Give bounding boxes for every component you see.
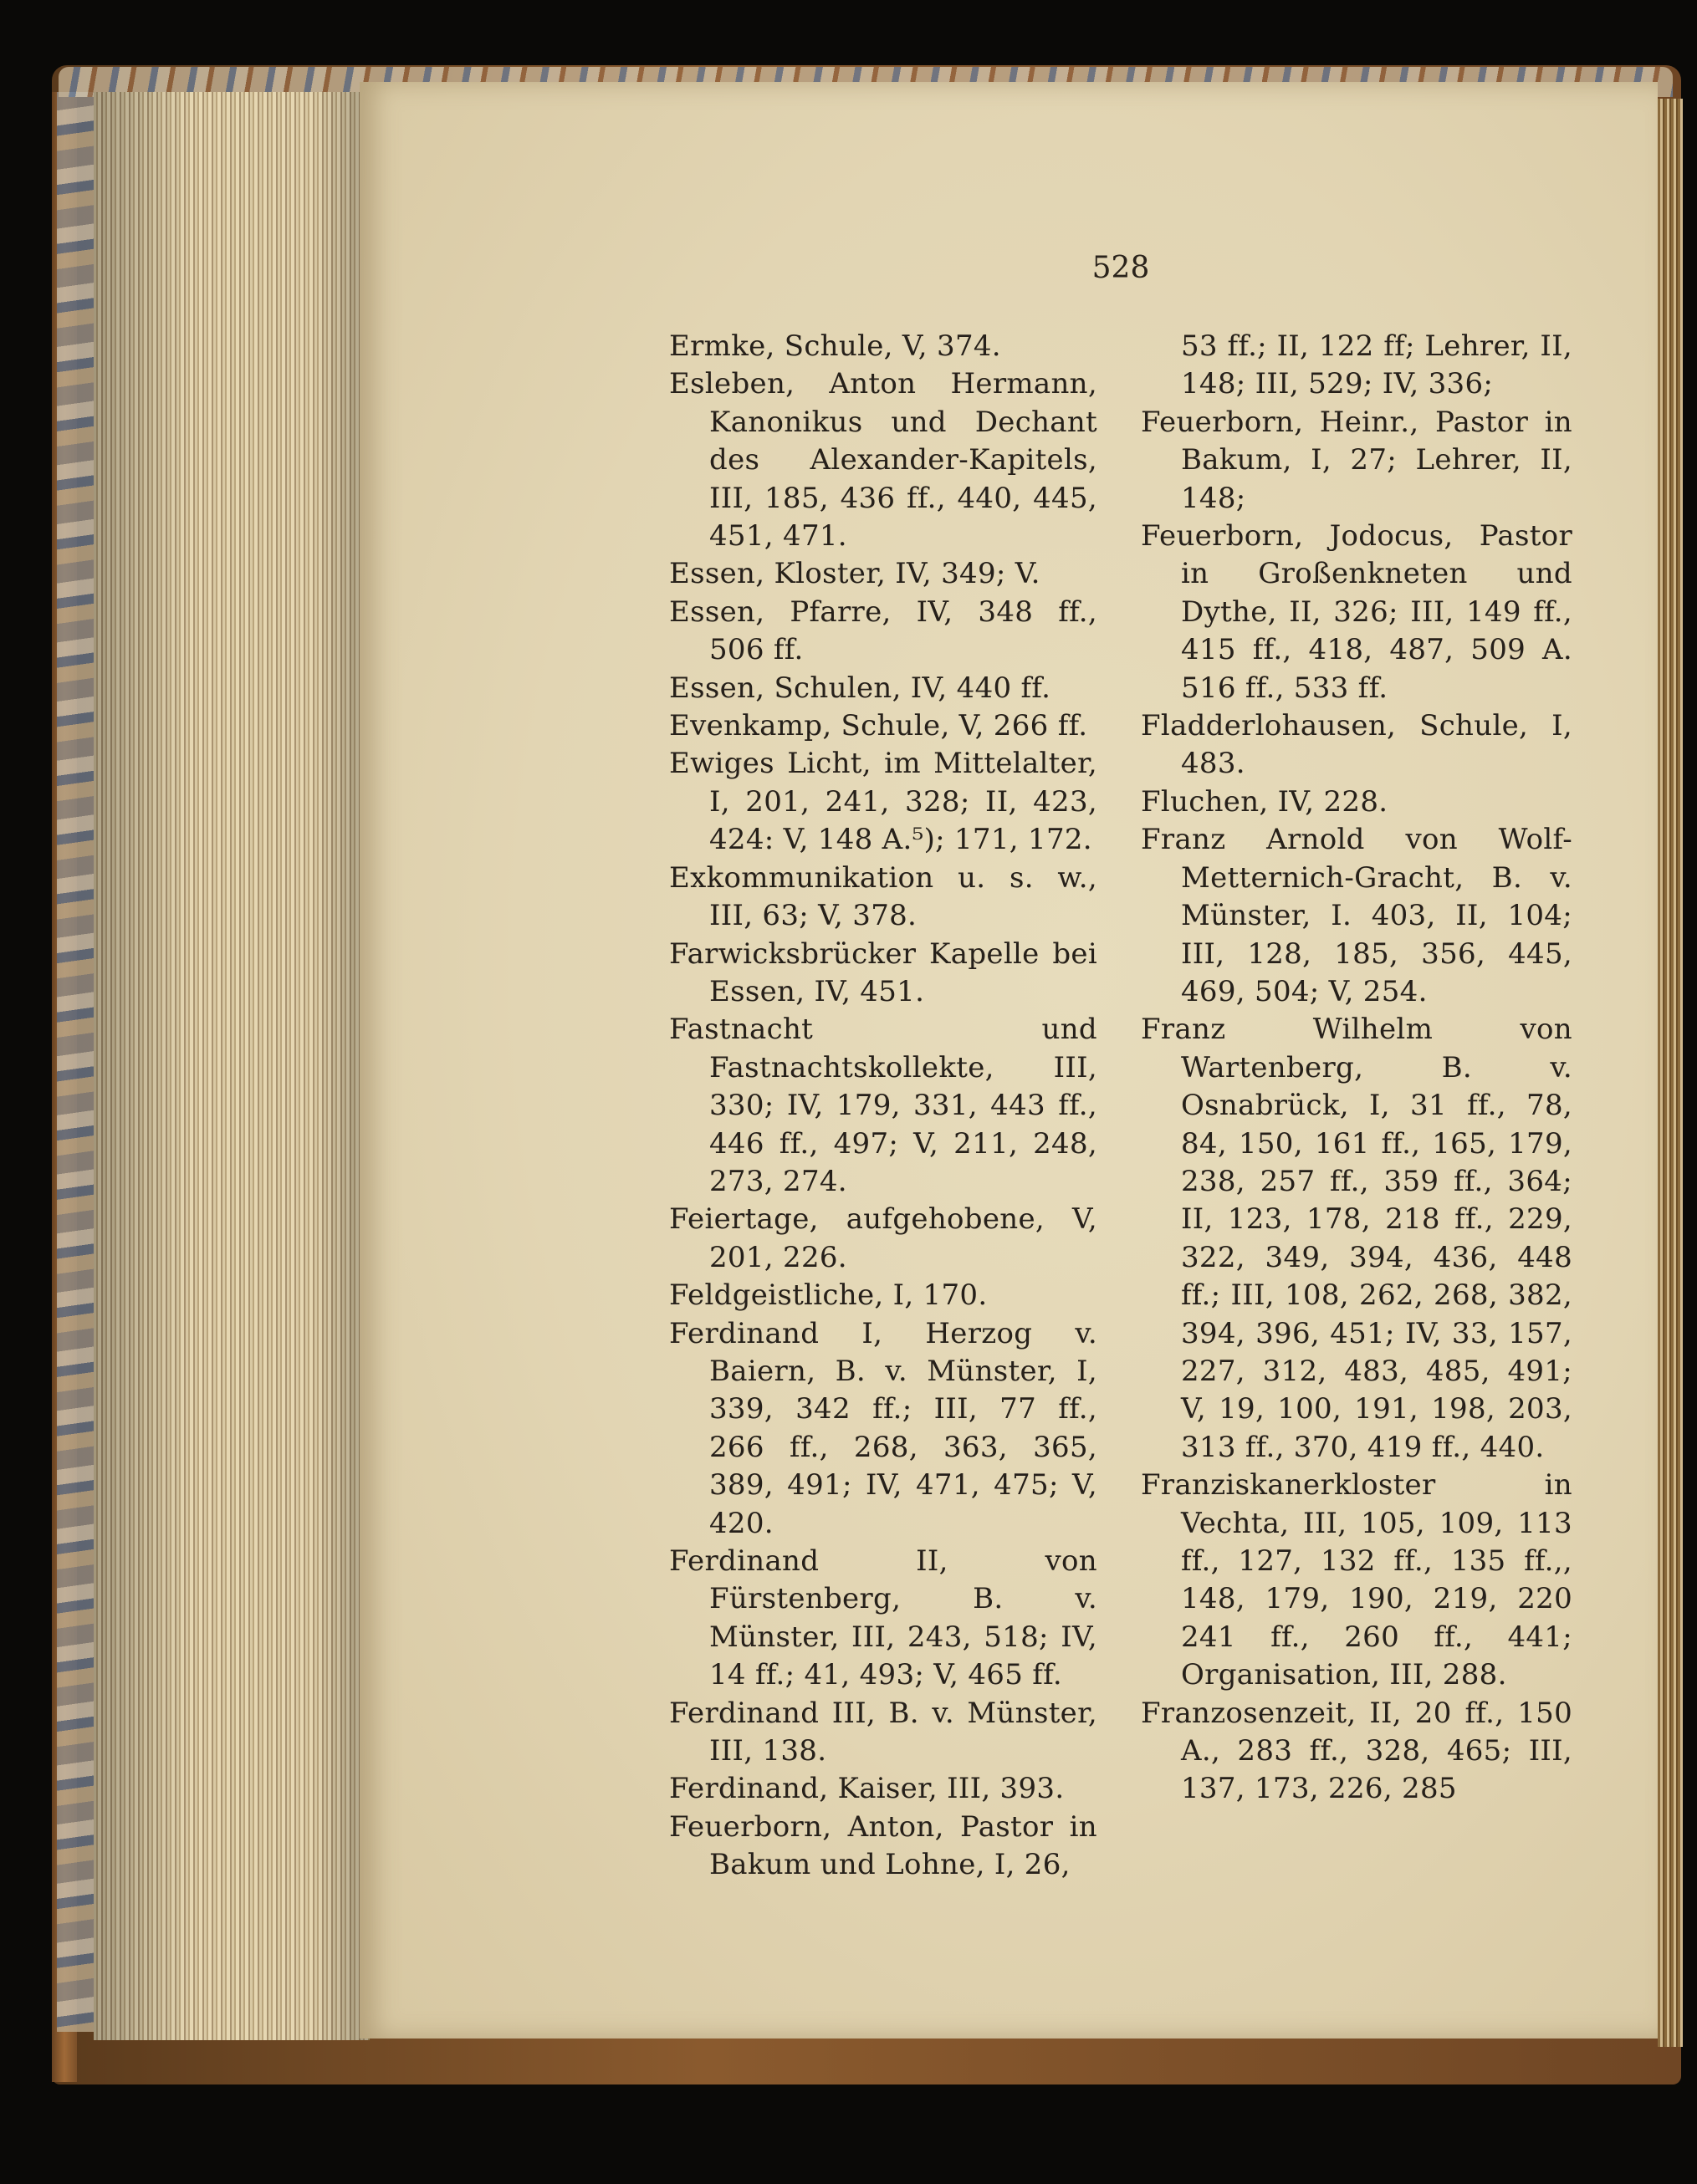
index-entry: Fladderlohausen, Schule, I, 483. <box>1141 709 1572 781</box>
index-entry: Feuerborn, Heinr., Pastor in Bakum, I, 27; Lehrer, II, 148; <box>1141 405 1572 515</box>
index-entry: Fluchen, IV, 228. <box>1141 784 1388 819</box>
page-edges-shadow <box>94 92 368 2040</box>
index-entry: Ferdinand I, Herzog v. Baiern, B. v. Münster, I, 339, 342 ff.; III, 77 ff., 266 ff., 268, 363, 365, 389, 491; IV, 471, 475; V, 420. <box>669 1316 1097 1540</box>
index-entry: Exkommunikation u. s. w., III, 63; V, 378. <box>669 860 1097 933</box>
index-entry: Franziskanerkloster in Vechta, III, 105, 109, 113 ff., 127, 132 ff., 135 ff.,, 148, 179, 190, 219, 220 241 ff., 260 ff., 441; Organisation, III, 288. <box>1141 1468 1572 1692</box>
index-entry: Franz Wilhelm von Wartenberg, B. v. Osnabrück, I, 31 ff., 78, 84, 150, 161 ff., 165, 179, 238, 257 ff., 359 ff., 364; II, 123, 178, 218 ff., 229, 322, 349, 394, 436, 448 ff.; III, 108, 262, 268, 382, 394, 396, 451; IV, 33, 157, 227, 312, 483, 485, 491; V, 19, 100, 191, 198, 203, 313 ff., 370, 419 ff., 440. <box>1141 1013 1572 1464</box>
index-entry: 53 ff.; II, 122 ff; Lehrer, II, 148; III, 529; IV, 336; <box>1181 329 1572 401</box>
index-column-left <box>669 328 1097 1885</box>
index-entry: Franzosenzeit, II, 20 ff., 150 A., 283 ff., 328, 465; III, 137, 173, 226, 285 <box>1141 1696 1572 1806</box>
index-entry: Feldgeistliche, I, 170. <box>669 1278 988 1313</box>
index-column-right <box>1141 328 1572 1809</box>
index-entry: Feiertage, aufgehobene, V, 201, 226. <box>669 1202 1097 1274</box>
index-entry: Essen, Pfarre, IV, 348 ff., 506 ff. <box>669 594 1097 667</box>
index-entry: Essen, Kloster, IV, 349; V. <box>669 557 1040 591</box>
index-entry: Feuerborn, Anton, Pastor in Bakum und Lohne, I, 26, <box>669 1809 1097 1882</box>
index-entry: Ferdinand, Kaiser, III, 393. <box>669 1772 1065 1806</box>
index-entry: Feuerborn, Jodocus, Pastor in Großenkneten und Dythe, II, 326; III, 149 ff., 415 ff., 418, 487, 509 A. 516 ff., 533 ff. <box>1141 519 1572 705</box>
index-entry: Farwicksbrücker Kapelle bei Essen, IV, 451. <box>669 936 1097 1008</box>
index-entry: Essen, Schulen, IV, 440 ff. <box>669 671 1051 705</box>
index-entry: Fastnacht und Fastnachtskollekte, III, 330; IV, 179, 331, 443 ff., 446 ff., 497; V, 211, 248, 273, 274. <box>669 1013 1097 1198</box>
index-entry: Ferdinand II, von Fürstenberg, B. v. Münster, III, 243, 518; IV, 14 ff.; 41, 493; V, 465 ff. <box>669 1544 1097 1692</box>
index-entry: Franz Arnold von Wolf-Metternich-Gracht, B. v. Münster, I. 403, II, 104; III, 128, 185, 356, 445, 469, 504; V, 254. <box>1141 823 1572 1008</box>
index-entry: Evenkamp, Schule, V, 266 ff. <box>669 709 1088 743</box>
index-entry: Esleben, Anton Hermann, Kanonikus und Dechant des Alexander-Kapitels, III, 185, 436 ff., 440, 445, 451, 471. <box>669 367 1097 554</box>
index-entry: Ewiges Licht, im Mittelalter, I, 201, 241, 328; II, 423, 424: V, 148 A.⁵); 171, 172. <box>669 747 1097 857</box>
index-entry: Ferdinand III, B. v. Münster, III, 138. <box>669 1696 1097 1768</box>
page-number: 528 <box>1091 251 1150 285</box>
facing-page-edge <box>1658 99 1683 2047</box>
index-entry: Ermke, Schule, V, 374. <box>669 329 1001 363</box>
